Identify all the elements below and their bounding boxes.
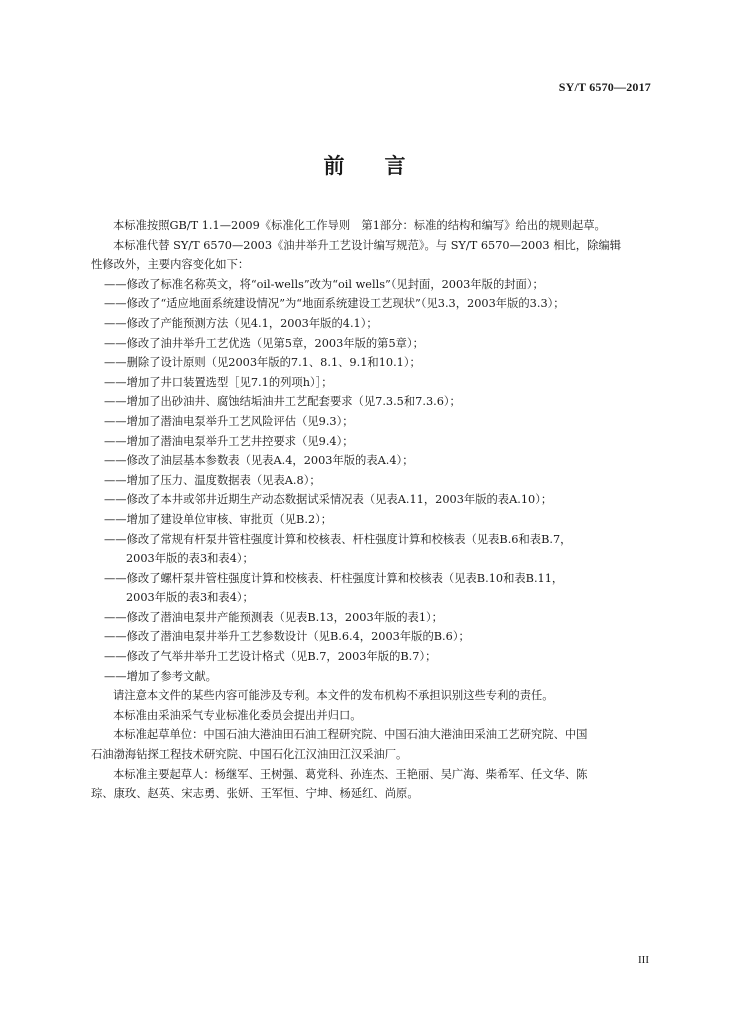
change-item: ——增加了建设单位审核、审批页（见B.2）； (104, 512, 333, 526)
para-line: 本标准主要起草人：杨继军、王树强、葛党科、孙连杰、王艳丽、吴广海、柴希军、任文华、陈 (113, 767, 588, 781)
para-line: 本标准起草单位：中国石油大港油田石油工程研究院、中国石油大港油田采油工艺研究院、中国 (113, 728, 588, 742)
change-item: ——修改了常规有杆泵井管柱强度计算和校核表、杆柱强度计算和校核表（见表B.6和表B.7， (104, 532, 572, 546)
page-number: III (638, 954, 649, 966)
standard-code: SY/T 6570—2017 (558, 80, 651, 94)
change-item: ——修改了本井或邻井近期生产动态数据试采情况表（见表A.11，2003年版的表A.10）； (104, 493, 553, 507)
para-line: 本标准由采油采气专业标准化委员会提出并归口。 (113, 708, 362, 722)
title-char-2: 言 (384, 154, 406, 178)
para-line: 琮、康玫、赵英、宋志勇、张妍、王军恒、宁坤、杨延红、尚原。 (91, 787, 419, 801)
change-item: ——修改了产能预测方法（见4.1，2003年版的4.1）； (104, 316, 378, 330)
change-item: ——修改了“适应地面系统建设情况”为“地面系统建设工艺现状”（见3.3，2003年版的3.3）； (104, 297, 565, 311)
foreword-body (91, 216, 651, 804)
change-item: ——增加了出砂油井、腐蚀结垢油井工艺配套要求（见7.3.5和7.3.6）； (104, 395, 461, 409)
para-line: 性修改外，主要内容变化如下： (91, 258, 250, 272)
para-line: 请注意本文件的某些内容可能涉及专利。本文件的发布机构不承担识别这些专利的责任。 (113, 689, 554, 703)
change-item: ——增加了潜油电泵举升工艺井控要求（见9.4）； (104, 434, 354, 448)
para-line: 本标准按照GB/T 1.1—2009《标准化工作导则 第1部分：标准的结构和编写》给出的规则起草。 (113, 219, 606, 232)
change-item-continuation: 2003年版的表3和表4）； (126, 591, 254, 605)
change-item: ——增加了井口装置选型［见7.1的列项h）］； (104, 375, 333, 389)
change-item: ——增加了潜油电泵举升工艺风险评估（见9.3）； (104, 414, 354, 428)
change-item: ——修改了气举井举升工艺设计格式（见B.7，2003年版的B.7）； (104, 650, 437, 664)
change-item: ——修改了标准名称英文，将“oil-wells”改为“oil wells”（见封面，2003年版的封面）； (104, 277, 544, 291)
change-item: ——删除了设计原则（见2003年版的7.1、8.1、9.1和10.1）； (104, 356, 421, 370)
change-item: ——修改了油层基本参数表（见表A.4，2003年版的表A.4）； (104, 454, 414, 468)
change-item: ——修改了潜油电泵井举升工艺参数设计（见B.6.4，2003年版的B.6）； (104, 630, 470, 644)
change-item: ——修改了潜油电泵井产能预测表（见表B.13，2003年版的表1）； (104, 610, 443, 624)
para-line: 本标准代替 SY/T 6570—2003《油井举升工艺设计编写规范》。与 SY/T 6570—2003 相比，除编辑 (113, 238, 621, 252)
para-line: 石油渤海钻探工程技术研究院、中国石化江汉油田江汉采油厂。 (91, 748, 408, 762)
change-item: ——修改了油井举升工艺优选（见第5章，2003年版的第5章）； (104, 336, 424, 350)
change-item: ——修改了螺杆泵井管柱强度计算和校核表、杆柱强度计算和校核表（见表B.10和表B.11， (104, 571, 564, 585)
change-item: ——增加了压力、温度数据表（见表A.8）； (104, 473, 321, 487)
change-item-continuation: 2003年版的表3和表4）； (126, 552, 254, 566)
change-item: ——增加了参考文献。 (104, 669, 217, 683)
title-char-1: 前 (323, 154, 345, 178)
page-title (0, 150, 729, 180)
